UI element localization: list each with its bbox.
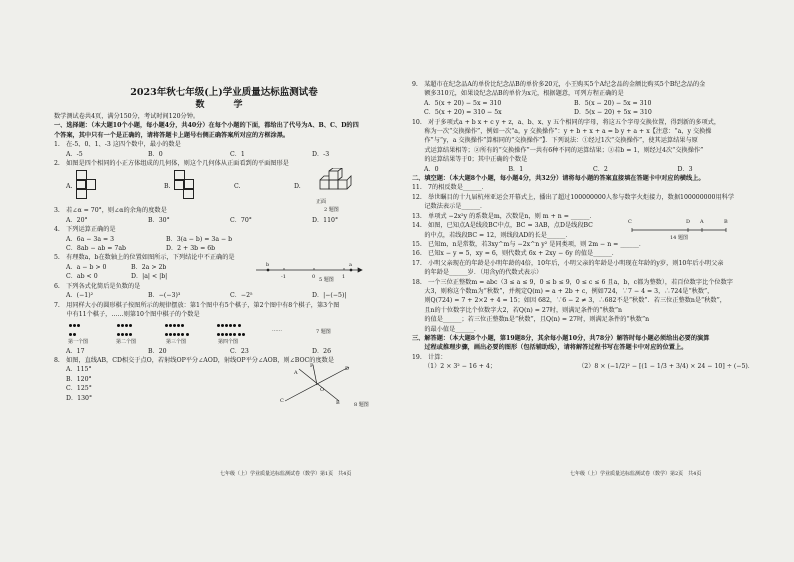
option: D．26 bbox=[312, 347, 332, 355]
option: A．(−1)² bbox=[66, 292, 94, 300]
option: D．3 bbox=[677, 165, 693, 173]
option: C．70° bbox=[230, 216, 252, 224]
option: B．5(x − 20) − 5x = 310 bbox=[574, 99, 652, 107]
question-7-figures bbox=[54, 320, 394, 347]
question-5-options-2 bbox=[66, 272, 196, 281]
question-17: 17. 小明父亲现在的年龄是小明年龄的4倍，10年后，小明父亲的年龄是小明现在年龄的y岁，则10年后小明父亲 bbox=[412, 259, 724, 267]
point-label: A bbox=[294, 370, 298, 377]
option: B．30° bbox=[148, 216, 170, 224]
option: B．0 bbox=[148, 150, 163, 158]
point-label: B bbox=[724, 219, 728, 226]
question-11: 11. 7的相反数是______． bbox=[412, 184, 488, 192]
question-18-cont: 的值是______；若三位正整数n是“秋数”，且Q(n) = 27时，则满足条件的“秋数”n bbox=[412, 316, 650, 324]
option: D．130° bbox=[66, 394, 93, 402]
footer-left: 七年级（上）学业质量达标监测试卷（数学）第1页 共4页 bbox=[220, 471, 352, 477]
option: B．2a > 2b bbox=[131, 263, 167, 271]
question-16: 16. 已知x − y = 5，xy = 6，则代数式 6x + 2xy − 6y 的值是______． bbox=[412, 250, 618, 258]
option: B．120° bbox=[66, 375, 92, 383]
cube-face bbox=[76, 188, 87, 199]
axis-label: -1 bbox=[281, 273, 286, 280]
question-8: 8. 如图，直线AB，CD相交于点O，若射线OP平分∠AOD，射线OP平分∠AOB，则∠BOC的度数是 bbox=[54, 356, 335, 364]
pattern-caption: 第二个图 bbox=[116, 338, 137, 345]
option: B．−(−3)³ bbox=[148, 292, 181, 300]
question-7: 7. 用同样大小的圆形棋子按图所示的规律摆放：第1个图中有5个棋子，第2个图中有8个棋子，第3个图 bbox=[54, 301, 340, 309]
option: A．-5 bbox=[66, 150, 83, 158]
question-7-options bbox=[66, 347, 394, 356]
question-17-cont: 的年龄是______岁．（用含y的代数式表示） bbox=[412, 269, 543, 277]
question-15: 15. 已知m，n是常数，若3xy^m与 −2x^n y² 是同类项，则 2m − n = ______． bbox=[412, 240, 646, 248]
question-18-cont: 则Q(724) = 7 + 2×2 + 4 = 15；如因 682，∵6 − 2 ≠ 3，∴682不是“秋数”．若三位正整数n是“秋数”， bbox=[412, 297, 726, 305]
pattern-caption: 第一个图 bbox=[68, 338, 89, 345]
question-6: 6. 下列各式化简后是负数的是 bbox=[54, 282, 141, 290]
question-3: 3. 若∠α = 70°，则∠α的余角的度数是 bbox=[54, 207, 167, 215]
option: C．ab < 0 bbox=[66, 273, 98, 281]
option: C．5(x + 20) = 310 − 5x bbox=[424, 109, 502, 117]
q8-caption: 8 题图 bbox=[354, 402, 369, 409]
q19-part-1: （1）2 × 3² − 16 + 4； bbox=[424, 363, 497, 371]
question-9: 9. 某超市在纪念品A的单价比纪念品B的单价多20元，小王购买5个A纪念品的金额比购买5个B纪念品的金 bbox=[412, 81, 706, 88]
question-10-cont: 作”与“y，a 交换操作”算相同的“交换操作”】．下列说法：①经过1次“交换操作”，使其运算结果与原 bbox=[412, 137, 698, 145]
point-label: C bbox=[280, 398, 284, 405]
option: D．2 + 3b = 6b bbox=[166, 245, 216, 253]
question-1-options bbox=[66, 150, 394, 159]
pattern-caption: …… bbox=[272, 326, 282, 333]
question-19-parts bbox=[424, 362, 754, 371]
option: B．1 bbox=[508, 165, 524, 173]
question-10-cont: 的运算结果等于0；其中正确的个数是 bbox=[412, 156, 528, 164]
question-12: 12. 举世瞩目的十九届杭州亚运会开幕式上，播出了超过100000000人参与数字火炬接力，数据100000000用科学 bbox=[412, 193, 735, 201]
pattern-caption: 第三个图 bbox=[166, 338, 187, 345]
option: B．3(a − b) = 3a − b bbox=[166, 235, 233, 243]
section3-heading-cont: 过程或推理步骤，画出必要的图形（包括辅助线），请将解答过程书写在答题卡中对应的位置上。 bbox=[412, 344, 688, 352]
point-label: A bbox=[700, 219, 704, 226]
question-10: 10. 对于多项式a + b x + c y + z，a、b、x、y 五个相同的字母，将这五个字母交换位置，得到新的多项式， bbox=[412, 118, 721, 126]
option: B. bbox=[164, 183, 171, 191]
axis-label: b bbox=[266, 261, 270, 268]
section2-heading: 二、填空题：（本大题8个小题，每小题4分，共32分）请将每小题的答案直接填在答题卡中对应的横线上。 bbox=[412, 175, 705, 183]
option: D. bbox=[294, 183, 301, 191]
option: C. bbox=[234, 183, 241, 191]
option: A．17 bbox=[66, 347, 85, 355]
q5-caption: 5 题图 bbox=[319, 276, 334, 283]
question-5-options bbox=[66, 263, 196, 272]
point-label: C bbox=[628, 219, 632, 226]
question-12-cont: 记数法表示是______． bbox=[412, 203, 487, 211]
question-4-options-2 bbox=[66, 244, 266, 253]
question-5: 5. 有理数a，b在数轴上的位置如图所示，下列结论中不正确的是 bbox=[54, 254, 235, 262]
option: C．8ab − ab = 7ab bbox=[66, 245, 126, 253]
question-19: 19. 计算： bbox=[412, 353, 447, 361]
question-13: 13. 单项式 −2x²y 的系数是m，次数是n，则 m + n = ______． bbox=[412, 212, 596, 220]
question-14-cont: 的中点，若线段BC = 12，则线段AD的长是______． bbox=[412, 231, 572, 239]
option: A．115° bbox=[66, 366, 92, 374]
question-10-cont: 式运算结果相等；②所有的“交换操作”一共有6种不同的运算结果；③若b = 1，则经过4次“交换操作” bbox=[412, 146, 704, 154]
question-18-cont: 大3，则称这个数m为“秋数”，并规定Q(m) = a + 2b + c，例如724，∵7 − 4 = 3，∴724是“秋数”， bbox=[412, 287, 714, 295]
q7-caption: 7 题图 bbox=[316, 328, 331, 335]
question-8-block bbox=[54, 363, 394, 409]
pattern-caption: 第四个图 bbox=[218, 338, 239, 345]
option: C．23 bbox=[230, 347, 249, 355]
option: D．|a| < |b| bbox=[131, 273, 168, 281]
q19-part-2: （2）8 × (−1/2)² − [(1 − 1/3 + 3/4) × 24 − 10] ÷ (−5)． bbox=[578, 363, 754, 371]
option: D．110° bbox=[312, 216, 339, 224]
q2-front-label: 正面 bbox=[316, 199, 327, 206]
option: A．20° bbox=[66, 216, 88, 224]
question-9-options-2 bbox=[424, 108, 724, 117]
option: A．0 bbox=[424, 165, 439, 173]
q2-caption: 2 题图 bbox=[324, 207, 339, 214]
option: A．6a − 3a = 3 bbox=[66, 235, 115, 243]
question-1: 1. 在-5、0、1、-3 这四个数中，最小的数是 bbox=[54, 141, 181, 149]
point-label: D bbox=[686, 219, 691, 226]
option: C．1 bbox=[230, 150, 245, 158]
option: B．20 bbox=[148, 347, 167, 355]
footer-right: 七年级（上）学业质量达标监测试卷（数学）第2页 共4页 bbox=[570, 471, 702, 477]
question-14: 14. 如图，已知点A是线段BC中点，BC = 3AB，点D是线段BC bbox=[412, 222, 593, 230]
question-9-cont: 额多310元，如果设纪念品B的单价为x元，根据题意，可列方程正确的是 bbox=[412, 90, 624, 98]
option: A. bbox=[66, 183, 73, 191]
section3-heading: 三、解答题：（本大题8个小题，第19题8分，其余每小题10分，共78分）解答时每小题必须给出必要的演算 bbox=[412, 334, 710, 342]
question-18: 18. 一个三位正整数m = abc（3 ≤ a ≤ 9，0 ≤ b ≤ 9，0 ≤ c ≤ 6 且a，b，c都为整数），若百位数字比个位数字 bbox=[412, 278, 733, 286]
question-7-cont: 中有11个棋子，……则第10个图中棋子的个数是 bbox=[54, 311, 200, 319]
question-14-block bbox=[412, 221, 762, 240]
axis-label: a bbox=[349, 261, 352, 268]
question-18-cont: 的最小值是______． bbox=[412, 325, 481, 333]
exam-subject: 数 学 bbox=[195, 100, 253, 110]
exam-title: 2023年秋七年级(上)学业质量达标监测试卷 bbox=[130, 87, 318, 98]
exam-note: 数学测试卷共4页，满分150分，考试时间120分钟。 bbox=[54, 113, 200, 120]
number-line bbox=[254, 261, 364, 283]
question-18-cont: 且n的十位数字比个位数字大2，若Q(n) = 27时，则满足条件的“秋数”n bbox=[412, 306, 622, 314]
point-label: O bbox=[320, 387, 325, 394]
option: C．125° bbox=[66, 385, 92, 393]
option: C．−2⁵ bbox=[230, 292, 253, 300]
option: D．|−(−5)| bbox=[312, 292, 347, 300]
question-5-block bbox=[54, 263, 394, 282]
point-label: P bbox=[310, 363, 314, 370]
axis-label: 1 bbox=[342, 273, 346, 280]
option: D．5(x − 20) + 5x = 310 bbox=[574, 109, 652, 117]
option: A．a − b > 0 bbox=[66, 263, 107, 271]
section1-heading-cont: 个答案，其中只有一个是正确的，请将答题卡上题号右侧正确答案所对应的方框涂黑。 bbox=[54, 131, 290, 139]
question-10-options bbox=[424, 165, 762, 174]
option: C．2 bbox=[593, 165, 608, 173]
option: D．-3 bbox=[312, 150, 330, 158]
axis-label: 0 bbox=[312, 273, 316, 280]
point-label: B bbox=[336, 400, 340, 407]
question-10-cont: 称为一次“交换操作”，例如一次“a，y 交换操作”：y + b + x + a = b y + a + x【注意：“a，y 交换操 bbox=[412, 128, 712, 136]
point-label: D bbox=[345, 366, 350, 373]
question-3-options bbox=[66, 216, 394, 225]
cube-face bbox=[183, 188, 194, 199]
question-4: 4. 下列运算正确的是 bbox=[54, 226, 116, 234]
option: A．5(x + 20) − 5x = 310 bbox=[424, 99, 502, 107]
section1-heading: 一、选择题：（本大题10个小题，每小题4分，共40分）在每个小题的下面，都给出了代号为A、B、C、D的四 bbox=[54, 122, 359, 130]
question-9-options bbox=[424, 99, 724, 108]
question-2: 2. 如图是四个相同的小正方体组成的几何体，则这个几何体从正面看到的平面图形是 bbox=[54, 160, 289, 168]
q14-caption: 14 题图 bbox=[670, 235, 688, 242]
q2-solid-figure bbox=[316, 168, 356, 198]
question-6-options bbox=[66, 291, 394, 300]
question-4-options bbox=[66, 235, 266, 244]
